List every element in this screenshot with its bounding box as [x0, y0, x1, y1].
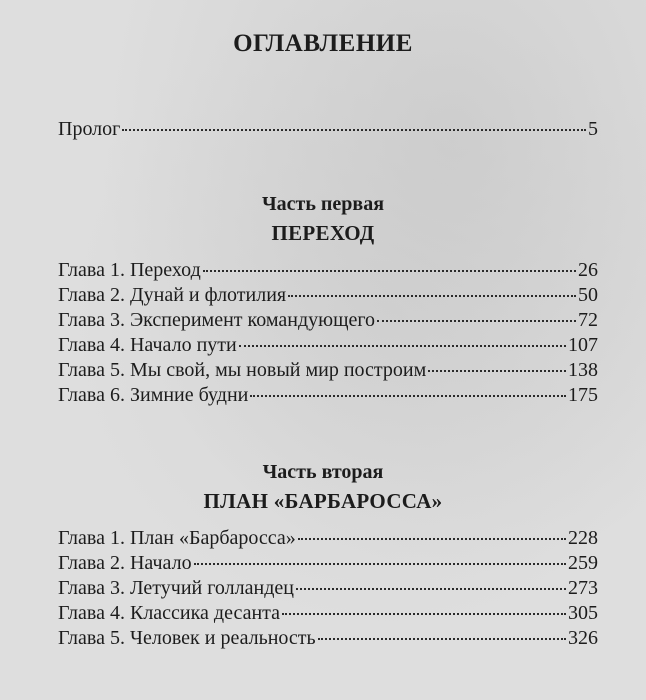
dot-leader	[122, 129, 586, 131]
part-title: ПЕРЕХОД	[271, 221, 375, 245]
part-title: ПЛАН «БАРБАРОССА»	[203, 489, 443, 513]
entry-page-number: 326	[568, 627, 598, 649]
part-two-heading	[0, 458, 646, 516]
entry-page-number: 175	[568, 384, 598, 406]
entry-label: Глава 1. Переход	[58, 259, 201, 281]
entry-label: Глава 1. План «Барбаросса»	[58, 527, 296, 549]
entry-page-number: 72	[578, 309, 598, 331]
dot-leader	[239, 345, 566, 347]
entry-label: Пролог	[58, 118, 121, 140]
dot-leader	[296, 588, 566, 590]
entry-label: Глава 6. Зимние будни	[58, 384, 249, 406]
dot-leader	[318, 638, 566, 640]
toc-entry	[58, 552, 598, 577]
toc-entry	[58, 284, 598, 309]
entry-label: Глава 4. Классика десанта	[58, 602, 281, 624]
part-one-heading	[0, 190, 646, 248]
toc-entry	[58, 627, 598, 652]
entry-label: Глава 4. Начало пути	[58, 334, 237, 356]
toc-entry	[58, 359, 598, 384]
toc-entry-prologue	[58, 118, 598, 143]
toc-title: ОГЛАВЛЕНИЕ	[233, 30, 413, 57]
dot-leader	[282, 613, 566, 615]
part-one-chapters	[58, 259, 598, 409]
entry-page-number: 273	[568, 577, 598, 599]
entry-page-number: 138	[568, 359, 598, 381]
entry-page-number: 305	[568, 602, 598, 624]
dot-leader	[288, 295, 576, 297]
entry-page-number: 107	[568, 334, 598, 356]
entry-page-number: 228	[568, 527, 598, 549]
toc-entry	[58, 309, 598, 334]
toc-entry	[58, 334, 598, 359]
toc-entry	[58, 384, 598, 409]
dot-leader	[428, 370, 566, 372]
entry-label: Глава 3. Эксперимент командующего	[58, 309, 376, 331]
dot-leader	[194, 563, 566, 565]
part-label: Часть вторая	[262, 461, 384, 483]
part-two-chapters	[58, 527, 598, 652]
toc-entry	[58, 259, 598, 284]
entry-label: Глава 2. Дунай и флотилия	[58, 284, 287, 306]
part-label: Часть первая	[261, 193, 385, 215]
dot-leader	[298, 538, 566, 540]
entry-page-number: 50	[578, 284, 598, 306]
toc-entry	[58, 577, 598, 602]
entry-label: Глава 2. Начало	[58, 552, 192, 574]
entry-label: Глава 5. Человек и реальность	[58, 627, 316, 649]
entry-page-number: 5	[588, 118, 598, 140]
entry-label: Глава 5. Мы свой, мы новый мир построим	[58, 359, 427, 381]
dot-leader	[250, 395, 566, 397]
dot-leader	[203, 270, 576, 272]
entry-label: Глава 3. Летучий голландец	[58, 577, 294, 599]
toc-entry	[58, 527, 598, 552]
dot-leader	[377, 320, 576, 322]
entry-page-number: 26	[578, 259, 598, 281]
toc-entry	[58, 602, 598, 627]
entry-page-number: 259	[568, 552, 598, 574]
prologue-list	[58, 118, 598, 143]
